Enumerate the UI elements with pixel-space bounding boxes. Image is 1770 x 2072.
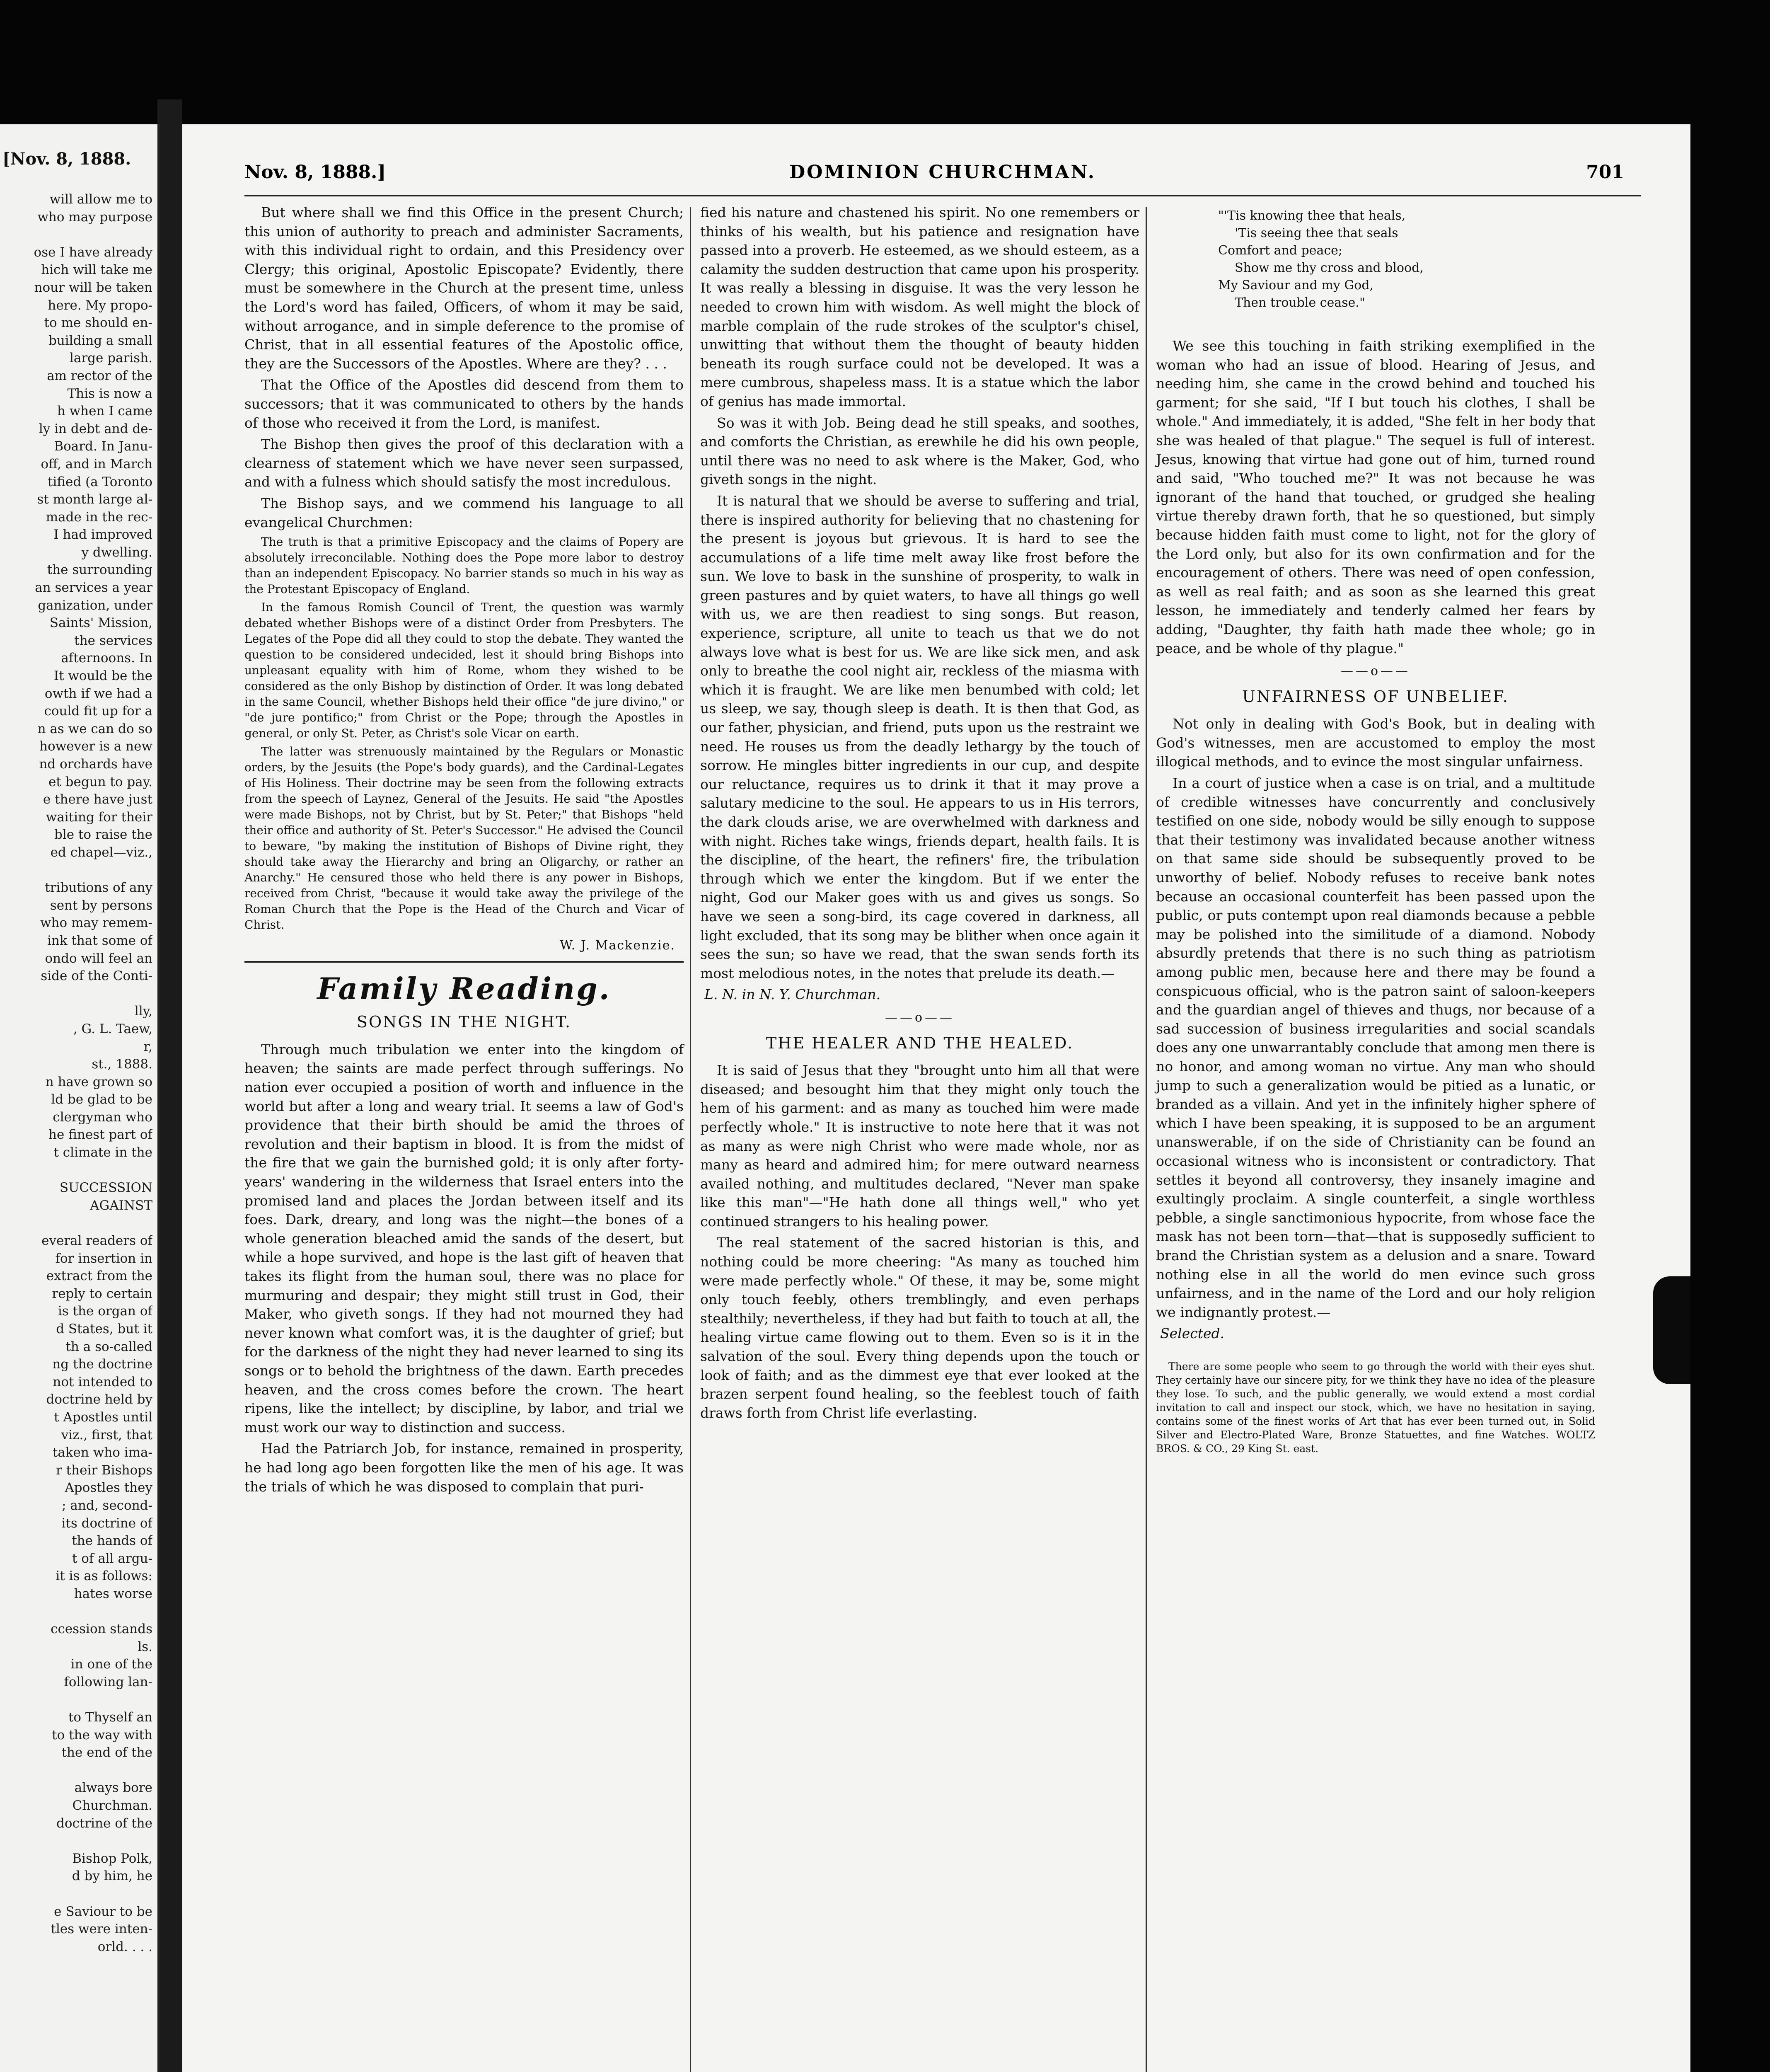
left-page-line: t Apostles until <box>54 1409 152 1425</box>
left-page-line: following lan- <box>64 1674 152 1690</box>
article-paragraph: But where shall we find this Office in the present Church; this union of authority to preach and administer Sacraments, with this individual right to ordain, and this Presidency over Clergy; this original, Apostolic Episcopate? Evidently, there must be somewhere in the Church at the present time, unless the Lord's word has failed, Officers, of whom it may be said, without arrogance, and in simple deference to the promise of Christ, that in all essential features of the Apostolic office, they are the Successors of the Apostles. Where are they? . . . <box>244 204 684 372</box>
column-1 <box>244 203 684 1498</box>
left-page-line: ccession stands <box>51 1622 152 1637</box>
left-page-line: t climate in the <box>53 1145 152 1160</box>
left-page-line: orld. . . . <box>97 1939 152 1954</box>
left-page-line: th a so-called <box>65 1339 152 1354</box>
left-page-line <box>3 1603 152 1621</box>
poem-line: Then trouble cease." <box>1235 295 1365 310</box>
left-page-line: ng the doctrine <box>52 1357 152 1372</box>
left-page-fragment <box>0 124 160 2072</box>
left-page-line: doctrine held by <box>46 1392 152 1407</box>
left-page-line: e there have just <box>43 792 152 807</box>
left-page-line: extract from the <box>46 1268 152 1284</box>
left-page-line: This is now a <box>67 386 152 401</box>
left-page-line: Churchman. <box>72 1798 152 1813</box>
left-page-line: it is as follows: <box>56 1569 152 1584</box>
left-page-line: the services <box>74 633 152 648</box>
quoted-paragraph: The latter was strenuously maintained by the Regulars or Monastic orders, by the Jesuits (the Pope's body guards), and the Cardinal-Legates of His Holiness. Their doctrine may be seen from the following extracts from the speech of Laynez, General of the Jesuits. He said "the Apostles were made Bishops, not by Christ, but by St. Peter;" that Bishops "held their office and authority of St. Peter's Successor." He advised the Council to beware, "by making the institution of Bishops of Divine right, they should take away the Hierarchy and bring an Oligarchy, or rather an Anarchy." He censured those who held there is any power in Bishops, received from Christ, "because it would take away the privilege of the Roman Church that the Pope is the Head of the Church and Vicar of Christ. <box>244 745 684 932</box>
article-title-songs: SONGS IN THE NIGHT. <box>356 1013 572 1031</box>
page-header <box>244 157 1641 196</box>
left-page-line: am rector of the <box>47 368 152 383</box>
article-paragraph: We see this touching in faith striking exemplified in the woman who had an issue of blood. Hearing of Jesus, and needing him, she came in the crowd behind and touched his garment; for she said, "If I but touch his clothes, I shall be whole." And immediately, it is added, "She felt in her body that she was healed of that plague." The sequel is full of interest. Jesus, knowing that virtue had gone out of him, turned round and said, "Who touched me?" It was not because he was ignorant of the hand that touched, or grudged she healing virtue thereby drawn forth, that he so questioned, but simply because hidden faith must come to light, not for the glory of the Lord only, but also for its own confirmation and for the encouragement of others. There was need of open confession, as well as real faith; and as soon as she learned this great lesson, he immediately and tenderly calmed her fears by adding, "Daughter, thy faith hath made thee whole; go in peace, and be whole of thy plague." <box>1156 338 1595 656</box>
left-page-line <box>3 226 152 244</box>
left-page-line <box>3 1162 152 1179</box>
left-page-line: I had improved <box>53 527 152 542</box>
column-rule <box>1146 207 1147 2072</box>
article-title-unfairness: UNFAIRNESS OF UNBELIEF. <box>1242 687 1509 706</box>
masthead-title: DOMINION CHURCHMAN. <box>789 162 1096 183</box>
poem-line: "'Tis knowing thee that heals, <box>1218 208 1406 223</box>
left-page-line <box>3 1832 152 1850</box>
left-page-line: will allow me to <box>49 192 152 207</box>
left-page-line: waiting for their <box>46 809 152 825</box>
left-page-line: Board. In Janu- <box>54 439 152 454</box>
left-page-line: h when I came <box>57 404 152 419</box>
left-page-line: n have grown so <box>45 1074 152 1089</box>
left-page-line: nd orchards have <box>39 757 152 772</box>
left-page-line: ld be glad to be <box>51 1092 152 1107</box>
ornament-divider: ——o—— <box>1340 664 1411 679</box>
left-page-line: an services a year <box>35 580 152 595</box>
left-page-line: to Thyself an <box>68 1710 152 1725</box>
left-page-line: clergyman who <box>53 1109 152 1125</box>
article-paragraph: The Bishop then gives the proof of this declaration with a clearness of statement which we have never seen surpassed, and with a fulness which should satisfy the most incredulous. <box>244 436 684 490</box>
article-title-healer: THE HEALER AND THE HEALED. <box>766 1034 1074 1052</box>
left-page-line: doctrine of the <box>56 1815 152 1831</box>
left-page-line: tified (a Toronto <box>47 474 152 489</box>
left-page-line: r, <box>143 1039 152 1054</box>
left-page-line: hates worse <box>74 1586 152 1601</box>
left-page-line: st., 1888. <box>92 1057 152 1072</box>
left-page-line: AGAINST <box>90 1198 152 1213</box>
left-page-line: It would be the <box>53 668 152 684</box>
left-page-line: ls. <box>138 1639 152 1654</box>
article-attribution: L. N. in N. Y. Churchman. <box>704 986 881 1003</box>
left-page-line: the surrounding <box>47 562 152 578</box>
left-page-line: ose I have already <box>34 244 152 260</box>
left-page-line: y dwelling. <box>81 545 152 560</box>
poem-line: 'Tis seeing thee that seals <box>1235 226 1398 240</box>
left-page-line: nour will be taken <box>34 280 152 295</box>
left-page-line: side of the Conti- <box>41 968 152 984</box>
left-page-line: for insertion in <box>55 1251 152 1266</box>
left-page-line <box>3 985 152 1003</box>
poem-line: Show me thy cross and blood, <box>1235 261 1424 275</box>
left-page-line: Bishop Polk, <box>72 1851 152 1866</box>
left-page-line: hich will take me <box>41 262 152 278</box>
column-rule <box>690 207 691 2072</box>
newspaper-page <box>182 124 1690 2072</box>
left-page-line: , G. L. Taew, <box>73 1021 152 1036</box>
article-paragraph: Through much tribulation we enter into the kingdom of heaven; the saints are made perfect through sufferings. No nation ever occupied a position of worth and influence in the world but after a long and weary trial. It seems a law of God's providence that their birth should be amid the throes of revolution and their baptism in blood. It is from the midst of the fire that we gain the burnished gold; it is only after forty-years' wandering in the wilderness that Israel enters into the promised land and places the Jordan between itself and its foes. Dark, dreary, and long was the night—the bones of a whole generation bleached amid the sands of the desert, but while a hope survived, and hope is the last gift of heaven that takes its flight from the human soul, there was no place for murmuring and despair; they might still trust in God, their Maker, who giveth songs. If they had not mourned they had never known what comfort was, it is the daughter of grief; but for the darkness of the night they had never learned to sing its songs or to behold the brightness of the dawn. Earth precedes heaven, and the cross comes before the crown. The heart ripens, like the intellect; by discipline, by labor, and trial we must work our way to distinction and success. <box>244 1041 684 1435</box>
left-page-line: lly, <box>134 1004 152 1019</box>
column-3 <box>1156 203 1595 1455</box>
left-page-line <box>3 1214 152 1232</box>
left-page-line: taken who ima- <box>52 1445 152 1460</box>
quoted-paragraph: The truth is that a primitive Episcopacy and the claims of Popery are absolutely irreconcilable. Nothing does the Pope more labor to destroy than an independent Episcopacy. No barrier stands so much in his way as the Protestant Episcopacy of England. <box>244 535 684 596</box>
left-page-line: ; and, second- <box>62 1498 152 1513</box>
ornament-divider: ——o—— <box>885 1010 955 1025</box>
left-page-line: however is a new <box>39 739 152 754</box>
left-page-line: not intended to <box>53 1374 152 1389</box>
left-page-line: ink that some of <box>47 933 152 948</box>
left-page-line: who may purpose <box>37 209 152 225</box>
left-page-line: is the organ of <box>58 1304 152 1319</box>
left-page-line: made in the rec- <box>46 509 152 525</box>
article-paragraph: That the Office of the Apostles did descend from them to successors; that it was communicated to others by the hands of those who received it from the Lord, is manifest. <box>244 377 684 431</box>
quoted-paragraph: In the famous Romish Council of Trent, the question was warmly debated whether Bishops were of a distinct Order from Presbyters. The Legates of the Pope did all they could to stop the debate. They wanted the question to be considered undecided, lest it should bring Bishops into unpleasant equality with him of Rome, whom they wished to be considered as the only Bishop by distinction of Order. It was long debated in the same Council, whether Bishops held their office "de jure divino," or "de jure pontifico;" from Christ or the Pope; through the Apostles in general, or only St. Peter, as Christ's sole Vicar on earth. <box>244 600 684 741</box>
left-page-line: n as we can do so <box>37 721 152 736</box>
left-page-line: d States, but it <box>56 1322 152 1336</box>
left-page-line: reply to certain <box>52 1286 152 1301</box>
article-paragraph: fied his nature and chastened his spirit. No one remembers or thinks of his wealth, but his patience and resignation have passed into a proverb. He esteemed, as we should esteem, as a calamity the sudden destruction that came upon his prosperity. It was really a blessing in disguise. It was the very lesson he needed to crown him with wisdom. As well might the block of marble complain of the rude strokes of the sculptor's chisel, unwitting that without them the thought of beauty hidden beneath its rough surface could not be developed. It was a mere cumbrous, shapeless mass. It is a statue which the labor of genius has made immortal. <box>700 204 1139 409</box>
page-clip <box>1653 1276 1690 1384</box>
poem-line: Comfort and peace; <box>1218 243 1343 258</box>
left-page-line <box>3 862 152 879</box>
left-page-line: building a small <box>48 333 152 348</box>
article-paragraph: It is natural that we should be averse to suffering and trial, there is inspired authority for believing that no chastening for the present is joyous but grievous. It is hard to see the accumulations of a life time melt away like frost before the sun. We love to bask in the sunshine of prosperity, to walk in green pastures and by quiet waters, to have all things go well with us, we are then readiest to sing songs. But reason, experience, scripture, all unite to teach us that we do not always love what is best for us. We are like sick men, and ask only to breathe the cool night air, reckless of the miasma with which it is fraught. We are like men benumbed with cold; let us sleep, we say, though sleep is death. It is then that God, as our father, physician, and friend, puts upon us the restraint we need. He rouses us from the deadly lethargy by the touch of sorrow. He mingles bitter ingredients in our cup, and despite our reluctance, requires us to drink it that it may prove a salutary medicine to the soul. He appears to us in His terrors, the dark clouds arise, we are overwhelmed with darkness and with night. Riches take wings, friends depart, health fails. It is the discipline, of the heart, the refiners' fire, the tribulation through which we enter the kingdom. But if we enter the night, God our Maker goes with us and gives us songs. So have we seen a song-bird, its cage covered in darkness, all light excluded, that its song may be blither when once again it sees the sun; so have we read, that the swan sends forth its most melodious notes, in the notes that prelude its death.— <box>700 492 1139 981</box>
section-divider <box>244 961 684 963</box>
book-spine <box>157 99 182 2072</box>
poem-line: My Saviour and my God, <box>1218 278 1374 293</box>
left-page-line: st month large al- <box>37 492 152 507</box>
article-attribution: Selected. <box>1160 1325 1225 1342</box>
left-page-line: ly in debt and de- <box>39 421 152 436</box>
left-page-line: to me should en- <box>44 315 152 331</box>
article-paragraph: In a court of justice when a case is on trial, and a multitude of credible witnesses have concurrently and conclusively testified on one side, nobody would be silly enough to suppose that their testimony was invalidated because another witness on that same side should be subsequently proved to be unworthy of belief. Nobody refuses to receive bank notes because an occasional counterfeit has been passed upon the public, or puts contempt upon real diamonds because a pebble may be polished into the similitude of a diamond. Nobody absurdly pretends that there is no such thing as patriotism among public men, because here and there may be found a conspicuous official, who is the patron saint of saloon-keepers and the guardian angel of thieves and thugs, nor because of a sad succession of business irregularities and social scandals does any one unwarrantably conclude that among men there is no honor, and among woman no virtue. Any man who should jump to such a generalization would be pitied as a lunatic, or branded as a villain. And yet in the infinitely higher sphere of which I have been speaking, it is supposed to be an argument unanswerable, if on the side of Christianity can be found an occasional witness who is inconsistent or contradictory. That settles it beyond all controversy, they insanely imagine and exultingly proclaim. A single counterfeit, a single worthless pebble, a single sanctimonious hypocrite, from whose face the mask has not been torn—that—that is supposedly sufficient to brand the Christian system as a delusion and a snare. Toward nothing else in all the world do men evince such gross unfairness, and in the name of the Lord and our holy religion we indignantly protest.— <box>1156 775 1595 1320</box>
author-signature: W. J. Mackenzie. <box>560 938 675 953</box>
left-page-line: who may remem- <box>40 915 152 931</box>
left-page-line: to the way with <box>52 1727 152 1743</box>
article-paragraph: So was it with Job. Being dead he still speaks, and soothes, and comforts the Christian, as erewhile he did his own people, until there was no need to ask where is the Maker, God, who giveth songs in the night. <box>700 414 1139 488</box>
article-paragraph: The Bishop says, and we commend his language to all evangelical Churchmen: <box>244 495 684 530</box>
left-page-line: afternoons. In <box>61 651 152 666</box>
section-heading-family-reading: Family Reading. <box>317 971 611 1006</box>
left-page-header: [Nov. 8, 1888. <box>2 149 131 169</box>
left-page-line: large parish. <box>69 351 152 366</box>
left-page-line: off, and in March <box>41 456 152 472</box>
left-page-line: its doctrine of <box>61 1515 152 1531</box>
article-paragraph: The real statement of the sacred historian is this, and nothing could be more cheering: "As many as touched him were made perfectly whole." Of these, it may be, some might only touch feebly, others tremblingly, and even perhaps stealthily; nevertheless, if they had but faith to touch at all, the healing virtue came flowing out to them. Even so is it in the salvation of the soul. Every thing depends upon the touch or look of faith; and as the dimmest eye that ever looked at the brazen serpent found healing, so the feeblest touch of faith draws forth from Christ life everlasting. <box>700 1234 1139 1421</box>
left-page-line: could fit up for a <box>44 704 152 719</box>
left-page-line: Apostles they <box>65 1480 152 1496</box>
page-number: 701 <box>1586 162 1624 183</box>
left-page-line: ganization, under <box>38 598 152 613</box>
left-page-line: d by him, he <box>72 1869 152 1884</box>
left-page-line: viz., first, that <box>61 1427 152 1443</box>
column-2 <box>700 203 1139 1425</box>
left-page-line: the hands of <box>72 1533 152 1549</box>
article-paragraph: It is said of Jesus that they "brought unto him all that were diseased; and besought him that they might only touch the hem of his garment: and as many as touched him were made perfectly whole." It is instructive to note here that it was not as many as were nigh Christ who were made whole, nor as many as heard and admired him; for mere outward nearness availed nothing, and multitudes declared, "Never man spake like this man"—"He hath done all things well," who yet continued strangers to his healing power. <box>700 1062 1139 1230</box>
left-page-line: he finest part of <box>48 1127 152 1143</box>
left-page-line: everal readers of <box>41 1233 152 1249</box>
left-page-line: tles were inten- <box>51 1922 152 1937</box>
left-page-line: t of all argu- <box>72 1551 152 1566</box>
left-page-line: in one of the <box>70 1657 152 1672</box>
header-date: Nov. 8, 1888.] <box>244 162 386 183</box>
advertisement-notice: There are some people who seem to go through the world with their eyes shut. They certainly have our sincere pity, for we think they have no idea of the pleasure they lose. To such, and the public generally, we would extend a most cordial invitation to call and inspect our stock, which, we have no hesitation in saying, contains some of the finest works of Art that has ever been turned out, in Solid Silver and Electro-Plated Ware, Bronze Statuettes, and fine Watches. WOLTZ BROS. & CO., 29 King St. east. <box>1156 1360 1595 1455</box>
article-paragraph: Had the Patriarch Job, for instance, remained in prosperity, he had long ago been forgotten like the men of his age. It was the trials of which he was disposed to complain that puri- <box>244 1440 684 1495</box>
article-paragraph: Not only in dealing with God's Book, but in dealing with God's witnesses, men are accustomed to employ the most illogical methods, and to evince the most singular unfairness. <box>1156 716 1595 770</box>
left-page-line: r their Bishops <box>56 1462 152 1478</box>
left-page-line: ondo will feel an <box>45 951 152 966</box>
left-page-line: et begun to pay. <box>48 774 152 789</box>
left-page-line: ed chapel—viz., <box>50 845 152 860</box>
left-page-line: e Saviour to be <box>54 1904 152 1919</box>
left-page-line <box>3 1885 152 1903</box>
left-page-line: Saints' Mission, <box>49 615 152 631</box>
left-page-line: always bore <box>74 1780 152 1796</box>
left-page-text <box>3 191 152 1956</box>
left-page-line <box>3 1762 152 1779</box>
left-page-line: SUCCESSION <box>59 1180 152 1196</box>
left-page-line <box>3 1691 152 1709</box>
poem-stanza <box>1218 207 1595 312</box>
left-page-line: owth if we had a <box>44 686 152 701</box>
left-page-line: ble to raise the <box>54 827 152 842</box>
left-page-line: tributions of any <box>45 880 152 896</box>
left-page-line: sent by persons <box>50 898 152 913</box>
left-page-line: here. My propo- <box>48 298 152 313</box>
left-page-line: the end of the <box>61 1745 152 1760</box>
